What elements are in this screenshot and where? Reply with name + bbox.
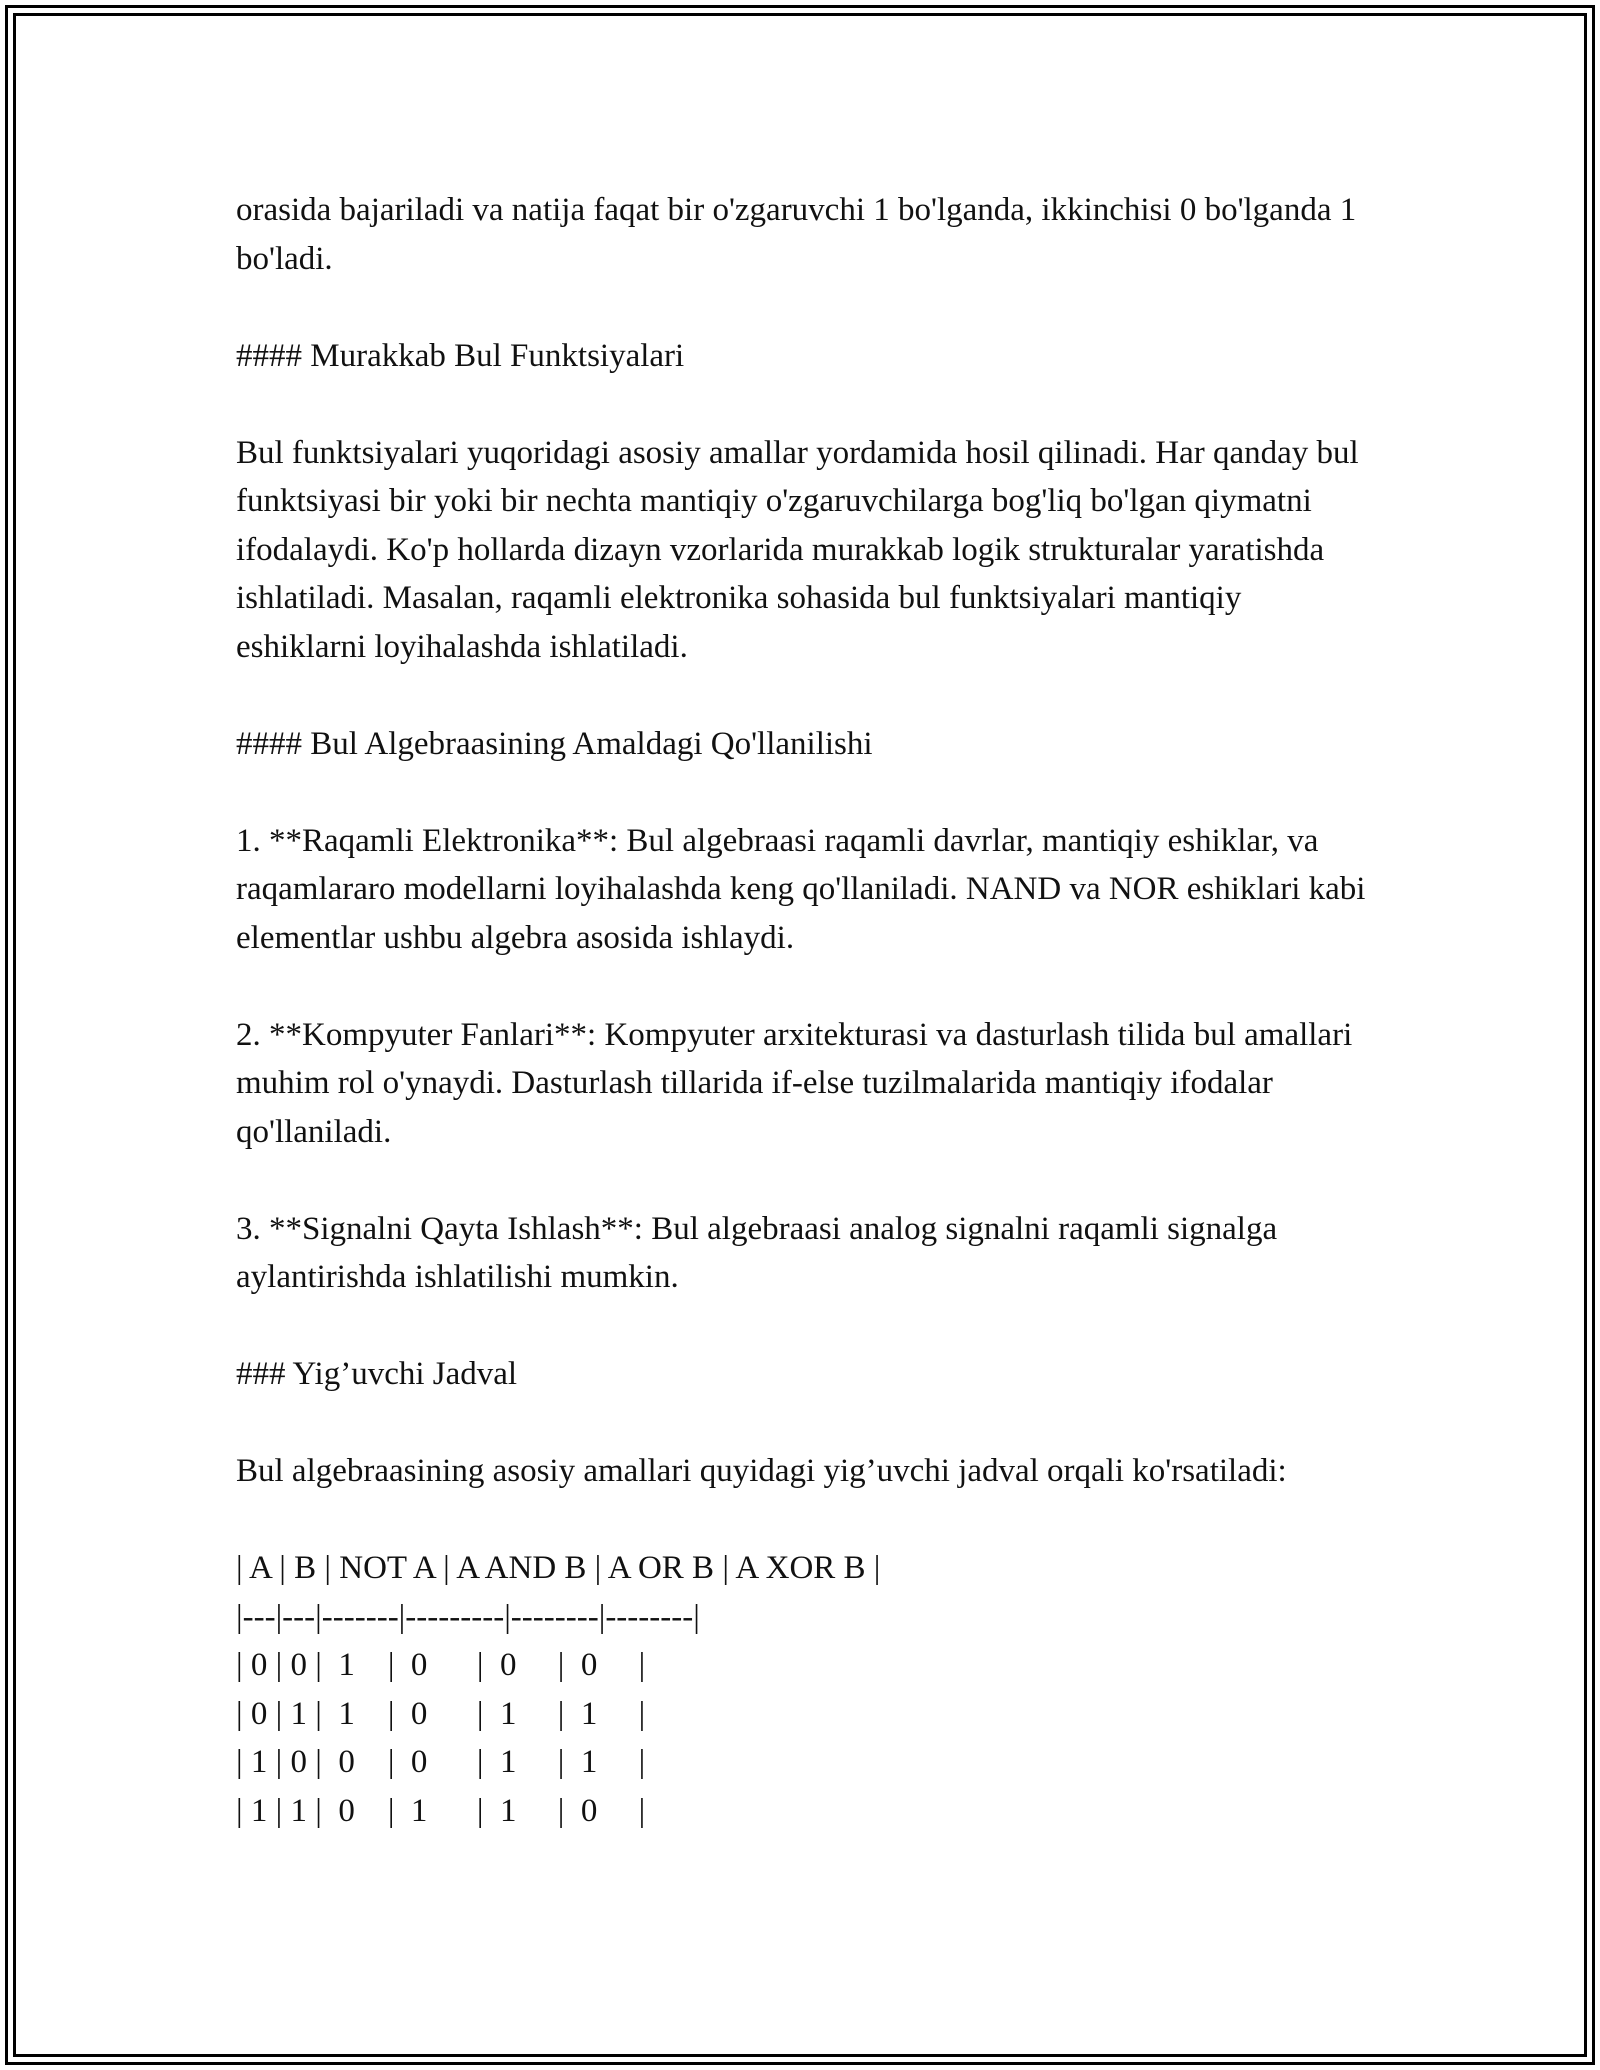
table-separator-row: |---|---|-------|---------|--------|--------| (236, 1598, 700, 1635)
truth-table (236, 1544, 1376, 1835)
paragraph-complex-functions: Bul funktsiyalari yuqoridagi asosiy amallar yordamida hosil qilinadi. Har qanday bul funktsiyasi bir yoki bir nechta mantiqiy o'zgaruvchilarga bog'liq bo'lgan qiymatni ifodalaydi. Ko'p hollarda dizayn vzorlarida murakkab logik strukturalar yaratishda ishlatiladi. Masalan, raqamli elektronika sohasida bul funktsiyalari mantiqiy eshiklarni loyihalashda ishlatiladi. (236, 434, 1359, 665)
list-item-computer-science: 2. **Kompyuter Fanlari**: Kompyuter arxitekturasi va dasturlash tilida bul amallari muhim rol o'ynaydi. Dasturlash tillarida if-else tuzilmalarida mantiqiy ifodalar qo'llaniladi. (236, 1016, 1353, 1150)
heading-complex-functions: #### Murakkab Bul Funktsiyalari (236, 337, 685, 374)
heading-summary-table: ### Yig’uvchi Jadval (236, 1356, 518, 1392)
list-item-signal-processing: 3. **Signalni Qayta Ishlash**: Bul algebraasi analog signalni raqamli signalga aylantirishda ishlatilishi mumkin. (236, 1210, 1278, 1295)
paragraph-table-intro: Bul algebraasining asosiy amallari quyidagi yig’uvchi jadval orqali ko'rsatiladi: (236, 1453, 1287, 1489)
list-item-digital-electronics: 1. **Raqamli Elektronika**: Bul algebraasi raqamli davrlar, mantiqiy eshiklar, va raqamlararo modellarni loyihalashda keng qo'llaniladi. NAND va NOR eshiklari kabi elementlar ushbu algebra asosida ishlaydi. (236, 822, 1366, 956)
table-row: | 1 | 1 | 0 | 1 | 1 | 0 | (236, 1792, 646, 1829)
table-row: | 0 | 0 | 1 | 0 | 0 | 0 | (236, 1647, 646, 1683)
document-body (236, 186, 1376, 1835)
heading-applications: #### Bul Algebraasining Amaldagi Qo'llanilishi (236, 725, 873, 762)
table-header-row: | A | B | NOT A | A AND B | A OR B | A XOR B | (236, 1550, 881, 1586)
table-row: | 0 | 1 | 1 | 0 | 1 | 1 | (236, 1695, 646, 1732)
table-row: | 1 | 0 | 0 | 0 | 1 | 1 | (236, 1744, 646, 1780)
paragraph-continuation: orasida bajariladi va natija faqat bir o'zgaruvchi 1 bo'lganda, ikkinchisi 0 bo'lganda 1 bo'ladi. (236, 192, 1357, 277)
